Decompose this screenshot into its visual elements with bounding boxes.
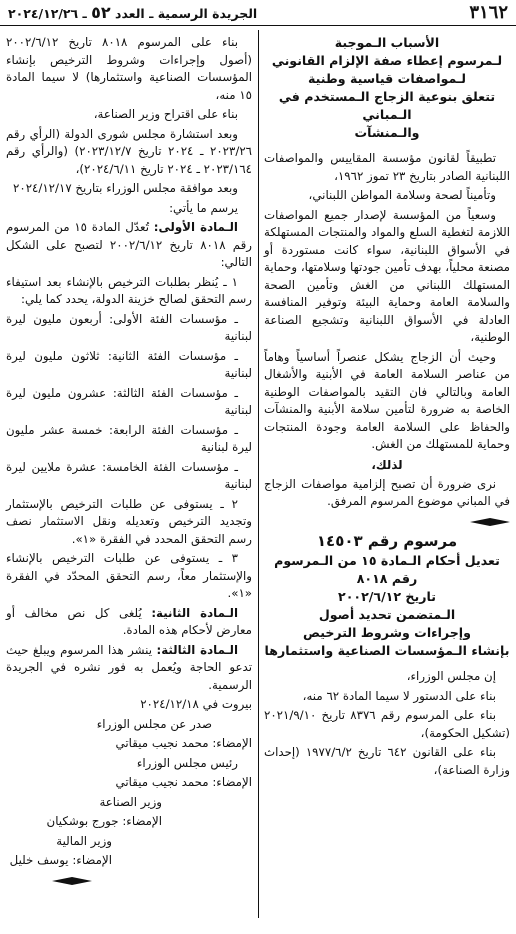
- signature-title: وزير المالية: [56, 833, 112, 848]
- category-fee: ـ مؤسسات الفئة الخامسة: عشرة ملايين ليرة لبنانية: [6, 459, 252, 491]
- decree-formula: يرسم ما يأتي:: [169, 200, 238, 215]
- place-date: بيروت في ٢٠٢٤/١٢/١٨: [140, 697, 252, 711]
- article-text: تُعدّل المادة ١٥ من المرسوم رقم ٨٠١٨ تاريخ ٢٠٠٢/٦/١٢ لتصبح على الشكل التالي:: [6, 220, 252, 269]
- reasons-paragraph: وحيث أن الزجاج يشكل عنصراً أساسياً وهاماً من عناصر السلامة العامة في الأبنية والأشغال العامة وبالتالي فان التقيد بالمواصفات الوطنية الخاصة به ضرورة لتأمين سلامة الأبنية والمنشآت والحفاظ على السلامة العامة وجودة المنتجات وحماية للمستهلك من الغش.: [264, 349, 510, 451]
- reasons-title-line: تتعلق بنوعية الزجاج الـمستخدم في الـمباني: [278, 89, 496, 122]
- therefore-label: لذلك،: [371, 457, 403, 472]
- signature-title: وزير الصناعة: [99, 794, 162, 809]
- decree-date-line: تاريخ ٢٠٠٢/٦/١٢: [338, 589, 436, 604]
- reasons-title-line: لـمرسوم إعطاء صفة الإلزام القانوني: [271, 53, 503, 68]
- decree-subtitle-line: تعديل أحكام الـمادة ١٥ من الـمرسوم رقم ٨٠١٨: [274, 553, 500, 586]
- signature-issued-by: صدر عن مجلس الوزراء: [96, 716, 212, 731]
- journal-issue-line: [8, 3, 257, 22]
- article-label: الـمادة الأولى:: [153, 220, 238, 234]
- page-number: ٣١٦٢: [469, 2, 508, 23]
- article-item: ٢ ـ يستوفى عن طلبات الترخيص بالإستثمار وتجديد الترخيص وتعديله ونقل الاستثمار نصف رسم التحقق المحدد في الفقرة «١».: [6, 496, 252, 546]
- reasons-title: [264, 34, 510, 142]
- preamble-line: بناء على المرسوم رقم ٨٣٧٦ تاريخ ٢٠٢١/٩/١٠ (تشكيل الحكومة)،: [264, 708, 510, 740]
- decree-title: مرسوم رقم ١٤٥٠٣: [316, 531, 458, 550]
- page-header: [0, 0, 516, 26]
- decree-subtitle: [264, 552, 510, 660]
- reasons-title-line: والـمنشآت: [354, 125, 420, 140]
- decree-subject-line: بإنشاء الـمؤسسات الصناعية واستثمارها: [264, 643, 510, 658]
- reasons-title-line: الأسباب الـموجبة: [334, 35, 440, 50]
- reasons-paragraph: وسعياً من المؤسسة لإصدار جميع المواصفات اللازمة لتغطية السلع والمواد والمنتجات المستهلكة في الأسواق اللبنانية، سواء كانت مستوردة أو مصنعة محلياً، بهدف تأمين جودتها وسلامتها، وحماية المستهلك اللبناني من الغش وتأمين الصحة والسلامة العامة وحماية البيئة وتوفير المنافسة العادلة في الأسواق اللبنانية وتشجيع الصناعة الوطنية،: [264, 207, 510, 344]
- preamble-line: وبعد موافقة مجلس الوزراء بتاريخ ٢٠٢٤/١٢/١٧: [13, 181, 238, 195]
- article-label: الـمادة الثالثة:: [156, 642, 238, 657]
- preamble-line: إن مجلس الوزراء،: [406, 669, 496, 683]
- reasons-paragraph: تطبيقاً لقانون مؤسسة المقاييس والمواصفات اللبنانية الصادر بتاريخ ٢٣ تموز ١٩٦٢،: [264, 151, 510, 183]
- article-text: ينشر هذا المرسوم ويبلغ حيث تدعو الحاجة ويُعمل به فور نشره في الجريدة الرسمية.: [6, 642, 252, 692]
- article-2: [6, 605, 252, 640]
- column-divider: [258, 30, 259, 918]
- right-column: [264, 34, 510, 781]
- category-fee: ـ مؤسسات الفئة الثانية: ثلاثون مليون ليرة لبنانية: [6, 348, 252, 380]
- left-column: [6, 34, 252, 886]
- signature-line: الإمضاء: محمد نجيب ميقاتي: [115, 736, 252, 750]
- issue-date: ـ ٢٠٢٤/١٢/٢٦: [8, 6, 87, 21]
- category-fee: ـ مؤسسات الفئة الثالثة: عشرون مليون ليرة لبنانية: [6, 385, 252, 417]
- article-1: [6, 219, 252, 272]
- signature-line: الإمضاء: جورج بوشكيان: [46, 814, 162, 828]
- preamble-line: بناء على الدستور لا سيما المادة ٦٢ منه،: [302, 688, 496, 703]
- category-fee: ـ مؤسسات الفئة الرابعة: خمسة عشر مليون ليرة لبنانية: [6, 422, 252, 454]
- reasons-paragraph: وتأميناً لصحة وسلامة المواطن اللبناني،: [308, 188, 496, 202]
- signature-line: الإمضاء: محمد نجيب ميقاتي: [115, 775, 252, 789]
- section-end-mark: [52, 876, 92, 886]
- reasons-title-line: لـمواصفات قياسية وطنية: [308, 71, 466, 86]
- preamble-line: وبعد استشارة مجلس شورى الدولة (الرأي رقم ٢٠٢٣/٢٦ ـ ٢٠٢٤ تاريخ ٢٠٢٣/١٢/٧) (والرأي رقم ٢٠٢٣/١٦٤ ـ ٢٠٢٤ تاريخ ٢٠٢٤/٦/١١)،: [6, 126, 252, 176]
- article-item: ١ ـ يُنظر بطلبات الترخيص بالإنشاء بعد استيفاء رسم التحقق لصالح خزينة الدولة، يحدد كما يلي:: [6, 274, 252, 306]
- section-end-mark: [470, 517, 510, 527]
- signature-line: الإمضاء: يوسف خليل: [9, 853, 112, 867]
- preamble-line: بناء على اقتراح وزير الصناعة،: [93, 107, 238, 121]
- article-text: يُلغى كل نص مخالف أو معارض لأحكام هذه المادة.: [6, 605, 252, 637]
- preamble-line: بناء على القانون ٦٤٢ تاريخ ١٩٧٧/٦/٢ (إحداث وزارة الصناعة)،: [264, 745, 510, 777]
- article-item: ٣ ـ يستوفى عن طلبات الترخيص بالإنشاء والإستثمار معاً، رسم التحقق المحدّد في الفقرة «١».: [6, 551, 252, 600]
- issue-number: ٥٢: [91, 3, 111, 22]
- reasons-paragraph: نرى ضرورة أن تصبح إلزامية مواصفات الزجاج في المباني موضوع المرسوم المرفق.: [264, 476, 510, 508]
- category-fee: ـ مؤسسات الفئة الأولى: أربعون مليون ليرة لبنانية: [6, 311, 252, 343]
- preamble-line: بناء على المرسوم ٨٠١٨ تاريخ ٢٠٠٢/٦/١٢ (أصول وإجراءات وشروط الترخيص بإنشاء المؤسسات الصناعية واستثمارها) لا سيما المادة ١٥ منه،: [6, 35, 252, 102]
- article-label: الـمادة الثانية:: [151, 605, 239, 620]
- signature-title: رئيس مجلس الوزراء: [136, 755, 238, 770]
- article-3: [6, 642, 252, 695]
- journal-name: الجريدة الرسمية ـ العدد: [115, 6, 258, 21]
- decree-subject-line: وإجراءات وشروط الترخيص: [303, 625, 471, 640]
- decree-subject-line: الـمتضمن تحديد أصول: [318, 607, 456, 622]
